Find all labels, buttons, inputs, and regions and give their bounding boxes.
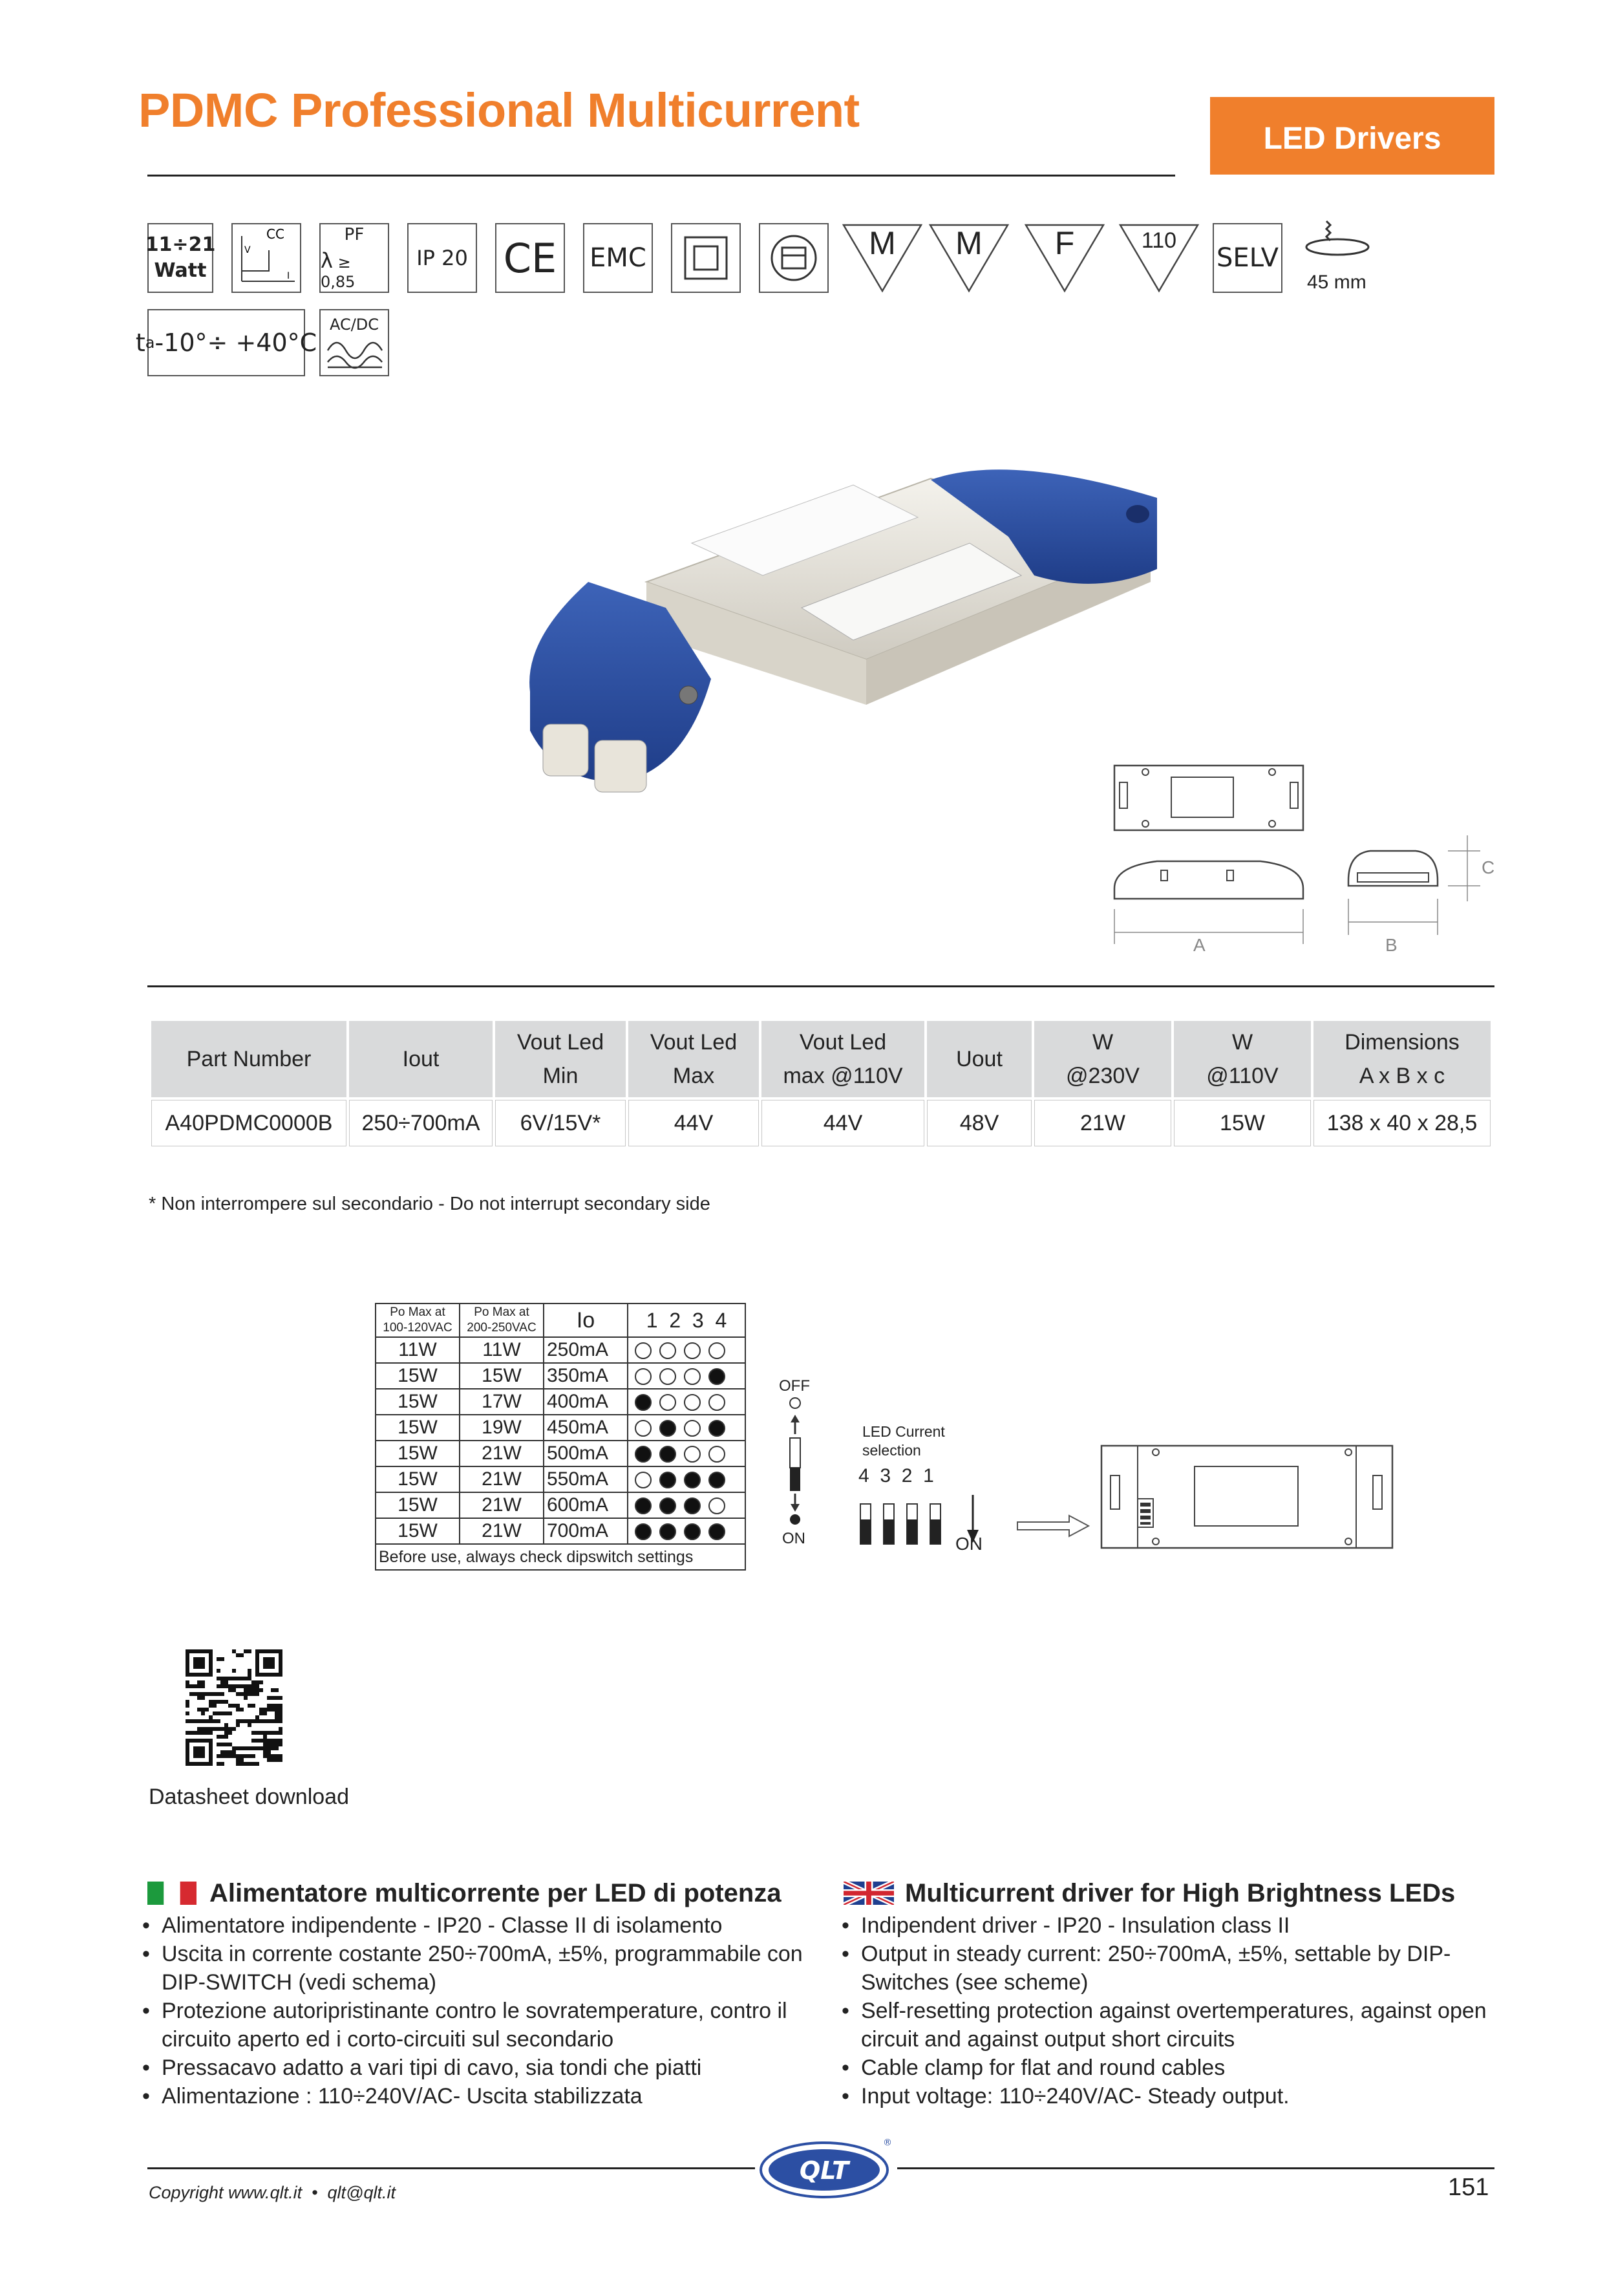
dip-po-110: 15W [376,1518,460,1544]
hole-size-icon: 45 mm [1299,220,1390,304]
switch-on-dot [659,1472,676,1488]
dip-io: 350mA [544,1363,628,1389]
switch-off-dot [684,1446,701,1463]
switch-off-dot [708,1497,725,1514]
switch-on-dot [659,1446,676,1463]
dip-footer-row [376,1544,745,1570]
switch-on-dot [708,1368,725,1385]
dip-switch-state [628,1518,745,1544]
secondary-side-note: * Non interrompere sul secondario - Do not interrupt secondary side [149,1194,710,1214]
footer-divider-left [147,2167,755,2169]
emc-icon: EMC [583,223,653,293]
dipswitch-block-icon [856,1501,953,1553]
col-dimensions: Dimensions A x B x c [1313,1021,1491,1097]
qlt-logo [756,2134,895,2205]
dip-header-230: Po Max at 200-250VAC [460,1304,544,1337]
pf-value: λ ≥ 0,85 [321,248,356,291]
dip-po-230: 21W [460,1441,544,1466]
off-label: OFF [779,1377,810,1395]
dip-io: 700mA [544,1518,628,1544]
dimension-label-b: B [1385,935,1398,955]
dip-header-110: Po Max at 100-120VAC [376,1304,460,1337]
switch-on-dot [635,1523,652,1540]
dip-row [376,1441,745,1466]
ip20-icon: IP 20 [407,223,477,293]
switch-off-dot [708,1342,725,1359]
switch-on-dot [635,1394,652,1411]
dip-po-110: 15W [376,1492,460,1518]
spec-header-row [151,1021,1491,1097]
switch-off-dot [684,1368,701,1385]
cell-iout: 250÷700mA [349,1100,493,1146]
col-part-number: Part Number [151,1021,346,1097]
switch-on-dot [684,1472,701,1488]
dip-switch-state [628,1492,745,1518]
switch-on-dot [684,1497,701,1514]
switch-on-dot [635,1497,652,1514]
switch-direction-icon [782,1397,808,1532]
footer-divider-right [897,2167,1494,2169]
dip-po-110: 11W [376,1337,460,1363]
dip-io: 450mA [544,1415,628,1441]
page-number: 151 [1448,2174,1489,2201]
dip-po-230: 15W [460,1363,544,1389]
english-title: Multicurrent driver for High Brightness LEDs [905,1879,1456,1907]
dip-row [376,1518,745,1544]
end-view-drawing [1338,834,1493,938]
switch-off-dot [659,1394,676,1411]
col-w-230: W @230V [1034,1021,1171,1097]
dip-switch-state [628,1441,745,1466]
svg-text:CC: CC [266,226,284,242]
switch-off-dot [659,1368,676,1385]
mm-furniture-icon: M [928,223,1010,293]
italy-flag-icon [147,1882,197,1905]
m-furniture-icon: M [842,223,923,293]
category-tag: LED Drivers [1210,97,1494,175]
cell-uout: 48V [927,1100,1032,1146]
list-item: • Self-resetting protection against overtemperatures, against open circuit and against output short circuits [840,1997,1493,2054]
switch-on-dot [659,1497,676,1514]
dipswitch-table [375,1303,746,1571]
cell-vout-110: 44V [761,1100,924,1146]
dip-header-io: Io [544,1304,628,1337]
ambient-temperature-icon: t a -10°÷ +40°C [147,309,305,376]
dip-footer: Before use, always check dipswitch settings [376,1544,745,1570]
italian-features [141,1911,826,2110]
datasheet-download-caption: Datasheet download [149,1785,350,1809]
dip-row [376,1466,745,1492]
dip-po-230: 17W [460,1389,544,1415]
dip-switch-state [628,1466,745,1492]
dip-row [376,1363,745,1389]
switch-on-dot [659,1420,676,1437]
table-row [151,1100,1491,1146]
uk-flag-icon [844,1882,894,1905]
dip-io: 600mA [544,1492,628,1518]
svg-text:®: ® [883,2138,892,2148]
cell-dimensions: 138 x 40 x 28,5 [1313,1100,1491,1146]
spec-table [149,1018,1493,1149]
switch-off-dot [684,1420,701,1437]
list-item: • Indipendent driver - IP20 - Insulation class II [840,1911,1493,1940]
dip-switch-state [628,1415,745,1441]
class-ii-icon [671,223,741,293]
page-title: PDMC Professional Multicurrent [138,83,860,137]
dip-switch-state [628,1389,745,1415]
list-item: • Uscita in corrente costante 250÷700mA, ±5%, programmabile con DIP-SWITCH (vedi schema) [141,1940,826,1997]
switch-off-dot [659,1342,676,1359]
list-item: • Output in steady current: 250÷700mA, ±5%, settable by DIP-Switches (see scheme) [840,1940,1493,1997]
switch-on-dot [684,1523,701,1540]
svg-text:V: V [244,245,251,255]
list-item: • Alimentazione : 110÷240V/AC- Uscita stabilizzata [141,2082,826,2110]
cell-w-230: 21W [1034,1100,1171,1146]
dip-row [376,1415,745,1441]
switch-off-dot [684,1394,701,1411]
list-item: • Protezione autoripristinante contro le sovratemperature, contro il circuito aperto ed i corto-circuiti sul secondario [141,1997,826,2054]
110-degree-icon: 110 [1118,223,1200,293]
switch-on-dot [708,1420,725,1437]
dip-header-switches: 1 2 3 4 [628,1304,745,1337]
cell-part-number: A40PDMC0000B [151,1100,346,1146]
dip-io: 550mA [544,1466,628,1492]
cell-vout-min: 6V/15V* [495,1100,626,1146]
dip-po-110: 15W [376,1415,460,1441]
dip-po-110: 15W [376,1466,460,1492]
col-iout: Iout [349,1021,493,1097]
switch-off-dot [635,1368,652,1385]
dip-switch-state [628,1363,745,1389]
dip-row [376,1492,745,1518]
switch-off-dot [635,1342,652,1359]
copyright: Copyright www.qlt.it • qlt@qlt.it [149,2183,396,2202]
selv-icon: SELV [1213,223,1282,293]
italian-title: Alimentatore multicorrente per LED di potenza [209,1879,781,1907]
col-vout-min: Vout Led Min [495,1021,626,1097]
table-divider [147,985,1494,987]
ce-mark-icon: CE [495,223,565,293]
power-factor-icon [319,223,389,293]
svg-text:I: I [287,271,290,281]
col-vout-max: Vout Led Max [628,1021,759,1097]
col-vout-110: Vout Led max @110V [761,1021,924,1097]
top-view-drawing [1105,756,1312,841]
list-item: • Alimentatore indipendente - IP20 - Classe II di isolamento [141,1911,826,1940]
independent-driver-icon [759,223,829,293]
switch-off-dot [635,1472,652,1488]
dip-po-110: 15W [376,1363,460,1389]
dip-po-110: 15W [376,1389,460,1415]
dip-header-row [376,1304,745,1337]
list-item: • Input voltage: 110÷240V/AC- Steady output. [840,2082,1493,2110]
switch-off-dot [635,1420,652,1437]
cc-graph-icon [233,224,300,292]
dip-io: 400mA [544,1389,628,1415]
dip-row [376,1337,745,1363]
wattage-icon [145,223,216,293]
dip-po-230: 11W [460,1337,544,1363]
switch-numbers: 4 3 2 1 [858,1465,934,1486]
acdc-icon: AC/DC [319,309,389,376]
dimension-label-c: C [1482,857,1495,877]
pointer-arrow-icon [1015,1513,1092,1539]
dip-po-230: 21W [460,1518,544,1544]
switch-off-dot [708,1394,725,1411]
driver-top-view-icon [1099,1441,1396,1552]
dip-io: 500mA [544,1441,628,1466]
list-item: • Pressacavo adatto a vari tipi di cavo, sia tondi che piatti [141,2054,826,2082]
waveform-icon [325,334,383,370]
dip-switch-state [628,1337,745,1363]
switch-off-dot [708,1446,725,1463]
f-mark-icon: F [1024,223,1105,293]
col-w-110: W @110V [1174,1021,1311,1097]
dip-po-230: 21W [460,1466,544,1492]
col-uout: Uout [927,1021,1032,1097]
on-label: ON [782,1530,805,1547]
switch-off-dot [684,1342,701,1359]
on-label-2: ON [955,1534,983,1554]
cell-vout-max: 44V [628,1100,759,1146]
switch-on-dot [708,1472,725,1488]
svg-text:QLT: QLT [799,2156,849,2185]
english-features [840,1911,1493,2110]
dip-row [376,1389,745,1415]
pf-label: PF [344,225,365,244]
led-current-label: LED Current selection [862,1423,945,1459]
wattage-range: 11÷21 [145,233,216,256]
dip-po-230: 19W [460,1415,544,1441]
dip-po-230: 21W [460,1492,544,1518]
switch-on-dot [708,1523,725,1540]
cell-w-110: 15W [1174,1100,1311,1146]
switch-on-dot [659,1523,676,1540]
dimension-label-a: A [1193,935,1206,955]
dip-po-110: 15W [376,1441,460,1466]
side-view-drawing [1105,847,1312,957]
list-item: • Cable clamp for flat and round cables [840,2054,1493,2082]
constant-current-icon [231,223,301,293]
switch-on-dot [635,1446,652,1463]
qr-code-icon [186,1649,282,1766]
product-photo [517,446,1164,795]
dip-io: 250mA [544,1337,628,1363]
title-divider [147,175,1175,177]
wattage-unit: Watt [154,259,207,282]
